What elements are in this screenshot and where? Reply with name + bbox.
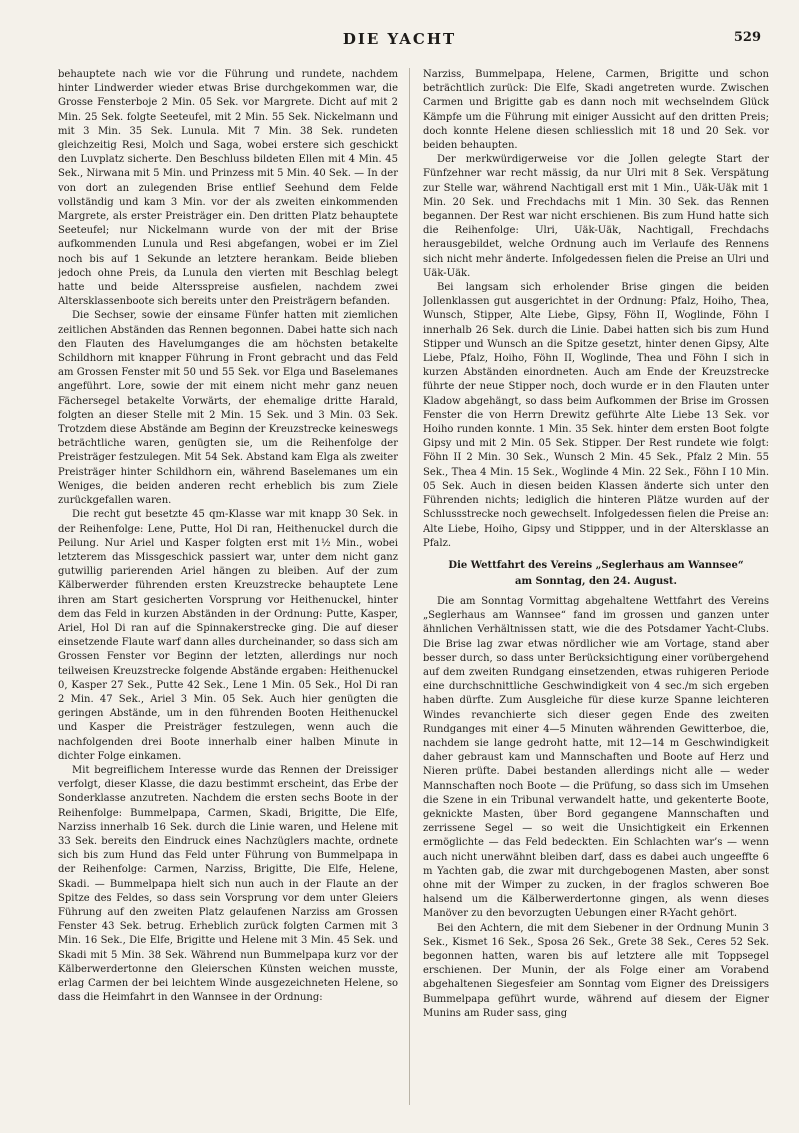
paragraph: Die Sechser, sowie der einsame Fünfer hatten mit ziemlichen zeitlichen Abständen das Rennen begonnen. Dabei hatte sich nach den Flauten des Havelumganges die am höchsten betakelte Schildhorn mit knapper Führung in Front gebracht und das Feld am Grossen Fenster mit 50 und 55 Sek. vor Elga und Baselemanes angeführt. Lore, sowie der mit einem nicht mehr ganz neuen Fächersegel betakelte Vorwärts, der ehemalige dritte Harald, folgten an dieser Stelle mit 2 Min. 15 Sek. und 3 Min. 03 Sek. Trotzdem diese Abstände am Beginn der Kreuzstrecke keineswegs beträchtliche waren, genügten sie, um die Reihenfolge der Preisträger festzulegen. Mit 54 Sek. Abstand kam Elga als zweiter Preisträger hinter Schildhorn ein, während Baselemanes um ein Weniges, die beiden anderen recht erheblich bis zum Ziele zurückgefallen waren.: [58, 310, 398, 507]
page-number: 529: [733, 30, 761, 45]
paragraph: Narziss, Bummelpapa, Helene, Carmen, Brigitte und schon beträchtlich zurück: Die Elfe, Skadi angetreten wurde. Zwischen Carmen und Brigitte gab es dann noch mit wechselndem Glück Kämpfe um die Führung mit einiger Aussicht auf den dritten Preis; doch konnte Helene diesen schliesslich mit 18 und 20 Sek. vor beiden behaupten.: [423, 69, 769, 152]
section-subheading: am Sonntag, den 24. August.: [514, 575, 678, 587]
paragraph: Mit begreiflichem Interesse wurde das Rennen der Dreissiger verfolgt, dieser Klasse, die dazu bestimmt erscheint, das Erbe der Sonderklasse anzutreten. Nachdem die ersten sechs Boote in der Reihenfolge: Bummelpapa, Carmen, Skadi, Brigitte, Die Elfe, Narziss innerhalb 16 Sek. durch die Linie waren, und Helene mit 33 Sek. bereits den Eindruck eines Nachzüglers machte, ordnete sich bis zum Hund das Feld unter Führung von Bummelpapa in der Reihenfolge: Carmen, Narziss, Brigitte, Die Elfe, Helene, Skadi. — Bummelpapa hielt sich nun auch in der Flaute an der Spitze des Feldes, so dass sein Vorsprung vor dem unter Gleiers Führung auf den zweiten Platz gelaufenen Narziss am Grossen Fenster 43 Sek. betrug. Erheblich zurück folgten Carmen mit 3 Min. 16 Sek., Die Elfe, Brigitte und Helene mit 3 Min. 45 Sek. und Skadi mit 5 Min. 38 Sek. Während nun Bummelpapa kurz vor der Kälberwerdertonne den Gleierschen Künsten weichen musste, erlag Carmen der bei leichtem Winde ausgezeichneten Helene, so dass die Heimfahrt in den Wannsee in der Ordnung:: [58, 764, 398, 1004]
page-header-title: DIE YACHT: [342, 30, 457, 48]
paragraph: Bei den Achtern, die mit dem Siebener in der Ordnung Munin 3 Sek., Kismet 16 Sek., Sposa 26 Sek., Grete 38 Sek., Ceres 52 Sek. begonnen hatten, waren bis auf letztere alle mit Toppsegel erschienen. Der Munin, der als Folge einer am Vorabend abgehaltenen Siegesfeier am Sonntag vom Eigner des Dreissigers Bummelpapa geführt wurde, während auf diesem der Eigner Munins am Ruder sass, ging: [423, 922, 769, 1019]
column-divider: [409, 68, 410, 1105]
paragraph: Bei langsam sich erholender Brise gingen die beiden Jollenklassen gut ausgerichtet in der Ordnung: Pfalz, Hoiho, Thea, Wunsch, Stipper, Alte Liebe, Gipsy, Föhn II, Woglinde, Föhn I innerhalb 26 Sek. durch die Linie. Dabei hatten sich bis zum Hund Stipper und Wunsch an die Spitze gesetzt, hinter denen Gipsy, Alte Liebe, Pfalz, Hoiho, Föhn II, Woglinde, Thea und Föhn I sich in kurzen Abständen einordneten. Auch am Ende der Kreuzstrecke führte der neue Stipper noch, doch wurde er in den Flauten unter Kladow abgehängt, so dass beim Aufkommen der Brise im Grossen Fenster die von Herrn Drewitz geführte Alte Liebe 13 Sek. vor Hoiho runden konnte. 1 Min. 35 Sek. hinter dem ersten Boot folgte Gipsy und mit 2 Min. 05 Sek. Stipper. Der Rest rundete wie folgt: Föhn II 2 Min. 30 Sek., Wunsch 2 Min. 45 Sek., Pfalz 2 Min. 55 Sek., Thea 4 Min. 15 Sek., Woglinde 4 Min. 22 Sek., Föhn I 10 Min. 05 Sek. Auch in diesen beiden Klassen änderte sich unter den Führenden nichts; lediglich die hinteren Plätze wurden auf der Schlussstrecke noch gewechselt. Infolgedessen fielen die Preise an: Alte Liebe, Hoiho, Gipsy und Stippper, und in der Altersklasse an Pfalz.: [423, 282, 769, 549]
paragraph: Der merkwürdigerweise vor die Jollen gelegte Start der Fünfzehner war recht mässig, da nur Ulri mit 8 Sek. Verspätung zur Stelle war, während Nachtigall erst mit 1 Min., Uäk-Uäk mit 1 Min. 20 Sek. und Frechdachs mit 1 Min. 30 Sek. das Rennen begannen. Der Rest war nicht erschienen. Bis zum Hund hatte sich die Reihenfolge: Ulri, Uäk-Uäk, Nachtigall, Frechdachs herausgebildet, welche Ordnung auch im Verlaufe des Rennens sich nicht mehr änderte. Infolgedessen fielen die Preise an Ulri und Uäk-Uäk.: [423, 154, 769, 279]
paragraph: Die am Sonntag Vormittag abgehaltene Wettfahrt des Vereins „Seglerhaus am Wannsee“ fand im grossen und ganzen unter ähnlichen Verhältnissen statt, wie die des Potsdamer Yacht-Clubs. Die Brise lag zwar etwas nördlicher wie am Vortage, stand aber besser durch, so dass unter Berücksichtigung einer vorübergehend auf dem zweiten Rundgang einsetzenden, etwas ruhigeren Periode eine durchschnittliche Geschwindigkeit von 4 sec./m sich ergeben haben dürfte. Zum Ausgleiche für diese kurze Spanne leichteren Windes revanchierte sich dieser gegen Ende des zweiten Rundganges mit einer 4—5 Minuten währenden Gewitterboe, die, nachdem sie lange gedroht hatte, mit 12—14 m Geschwindigkeit daher gebraust kam und Mannschaften und Boote auf Herz und Nieren prüfte. Dabei bestanden allerdings nicht alle — weder Mannschaften noch Boote — die Prüfung, so dass sich im Umsehen die Szene in ein Tribunal verwandelt hatte, und gekenterte Boote, geknickte Masten, über Bord gegangene Mannschaften und zerrissene Segel — so weit die Unsichtigkeit ein Erkennen ermöglichte — das Feld bedeckten. Ein Schlachten war’s — wenn auch nicht unerwähnt bleiben darf, dass es dabei auch ungeeffte 6 m Yachten gab, die zwar mit durchgebogenen Masten, aber sonst ohne mit der Wimper zu zucken, in der fraglos schweren Boe halsend um die Kälberwerdertonne gingen, als wenn dieses Manöver zu den bevorzugten Uebungen einer R-Yacht gehört.: [423, 595, 769, 920]
paragraph: Die recht gut besetzte 45 qm-Klasse war mit knapp 30 Sek. in der Reihenfolge: Lene, Putte, Hol Di ran, Heithenuckel durch die Peilung. Nur Ariel und Kasper folgten erst mit 1½ Min., wobei letzterem das Missgeschick passiert war, unter dem nicht ganz gutwillig parierenden Ariel hängen zu bleiben. Auf der zum Kälberwerder führenden ersten Kreuzstrecke behauptete Lene ihren am Start gesicherten Vorsprung vor Heithenuckel, hinter dem das Feld in kurzen Abständen in der Ordnung: Putte, Kasper, Ariel, Hol Di ran auf die Spinnakerstrecke ging. Die auf dieser einsetzende Flaute warf dann alles durcheinander, so dass sich am Grossen Fenster vor Beginn der letzten, allerdings nur noch teilweisen Kreuzstrecke folgende Abstände ergaben: Heithenuckel 0, Kasper 27 Sek., Putte 42 Sek., Lene 1 Min. 05 Sek., Hol Di ran 2 Min. 47 Sek., Ariel 3 Min. 05 Sek. Auch hier genügten die geringen Abstände, um in den führenden Booten Heithenuckel und Kasper die Preisträger festzulegen, wenn auch die nachfolgenden drei Boote innerhalb einer halben Minute in dichter Folge einkamen.: [58, 509, 398, 762]
section-heading: Die Wettfahrt des Vereins „Seglerhaus am Wannsee“: [448, 559, 744, 571]
paragraph: behauptete nach wie vor die Führung und rundete, nachdem hinter Lindwerder wieder etwas Brise durchgekommen war, die Grosse Fensterboje 2 Min. 05 Sek. vor Margrete. Dicht auf mit 2 Min. 25 Sek. folgte Seeteufel, mit 2 Min. 55 Sek. Nickelmann und mit 3 Min. 35 Sek. Lunula. Mit 7 Min. 38 Sek. rundeten gleichzeitig Resi, Molch und Saga, wobei erstere sich geschickt den Luvplatz sicherte. Den Beschluss bildeten Ellen mit 4 Min. 45 Sek., Nirwana mit 5 Min. und Prinzess mit 5 Min. 40 Sek. — In der von dort an zulegenden Brise entlief Seehund dem Felde vollständig und kam 3 Min. vor der als zweiten einkommenden Margrete, als erster Preisträger ein. Den dritten Platz behauptete Seeteufel; nur Nickelmann wurde von der mit der Brise aufkommenden Lunula und Resi abgefangen, wobei er im Ziel noch bis auf 1 Sekunde an letztere herankam. Beide blieben jedoch ohne Preis, da Lunula den vierten mit Beschlag belegt hatte und beide Altersspreise ausfielen, nachdem zwei Altersklassenboote sich bereits unter den Preisträgern befanden.: [58, 69, 398, 308]
left-column: [58, 68, 398, 1105]
right-column: [423, 68, 769, 1105]
